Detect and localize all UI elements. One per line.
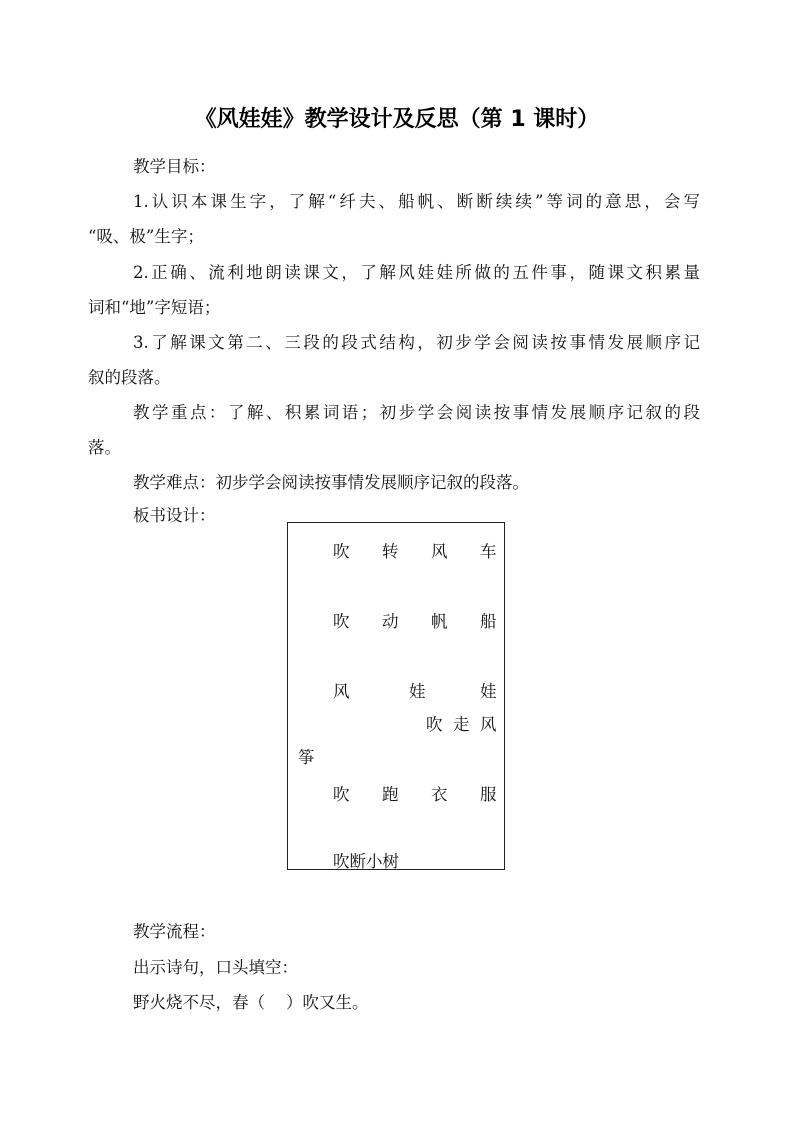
board-r2-c4: 船 [480,612,497,631]
objective-1-line-1: 1.认识本课生字，了解“纤夫、船帆、断断续续”等词的意思，会写 [133,192,700,211]
board-r2-c1: 吹 [333,612,350,631]
board-r1-c3: 风 [431,542,448,561]
board-r6: 吹断小树 [333,852,399,871]
board-r5-c3: 衣 [431,785,448,804]
objective-1-line-2: “吸、极”生字； [88,227,204,246]
board-r3-c2: 娃 [409,682,426,701]
blackboard-design-box [287,522,505,870]
board-r4-c1: 吹 [426,715,443,734]
process-line-1: 出示诗句，口头填空： [133,958,298,977]
board-r3-c3: 娃 [480,682,497,701]
board-heading: 板书设计： [133,506,216,525]
key-points-line-2: 落。 [88,438,121,457]
process-heading: 教学流程： [133,922,216,941]
objectives-heading: 教学目标： [133,157,216,176]
process-line-2: 野火烧不尽，春（ ）吹又生。 [133,993,369,1012]
difficulty-line: 教学难点：初步学会阅读按事情发展顺序记叙的段落。 [133,473,529,492]
board-r2-c3: 帆 [431,612,448,631]
objective-3-line-1: 3.了解课文第二、三段的段式结构，初步学会阅读按事情发展顺序记 [133,333,700,352]
board-r5-c2: 跑 [382,785,399,804]
board-r2-c2: 动 [382,612,399,631]
objective-2-line-2: 词和“地”字短语； [88,298,221,317]
board-r1-c4: 车 [480,542,497,561]
document-title: 《风娃娃》教学设计及反思（第 1 课时） [194,107,600,132]
key-points-line-1: 教学重点：了解、积累词语；初步学会阅读按事情发展顺序记叙的段 [133,403,700,422]
board-r4-wrap: 筝 [298,748,315,767]
board-r3-c1: 风 [333,682,350,701]
objective-2-line-1: 2.正确、流利地朗读课文，了解风娃娃所做的五件事，随课文积累量 [133,263,700,282]
board-r1-c1: 吹 [333,542,350,561]
board-r1-c2: 转 [382,542,399,561]
objective-3-line-2: 叙的段落。 [88,368,171,387]
board-r5-c4: 服 [480,785,497,804]
board-r4-c3: 风 [480,715,497,734]
board-r5-c1: 吹 [333,785,350,804]
board-r4-c2: 走 [453,715,470,734]
